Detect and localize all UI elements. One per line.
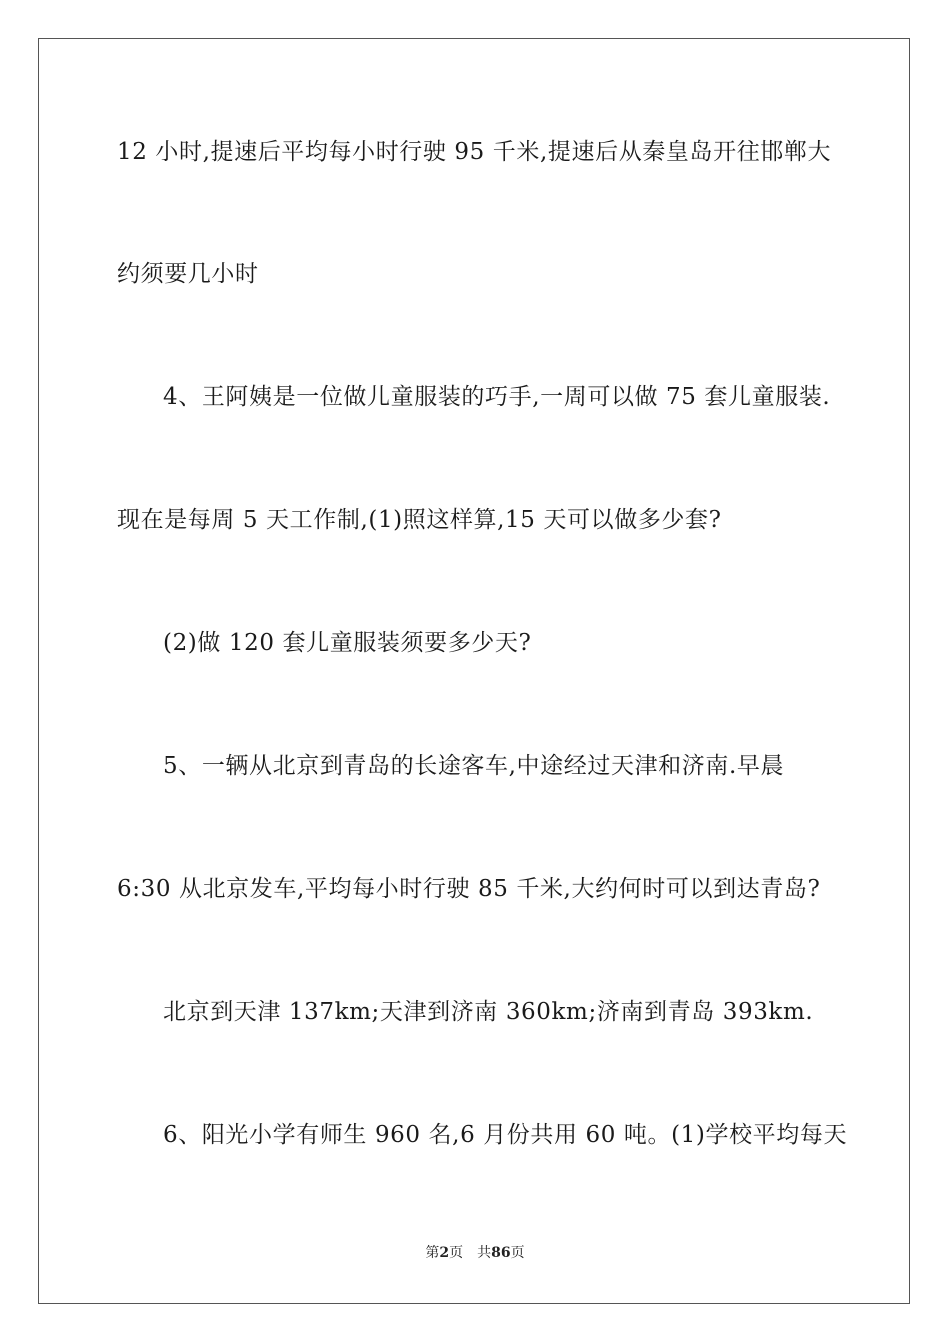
page-footer [0,1244,950,1262]
text-line-3: 4、王阿姨是一位做儿童服装的巧手,一周可以做 75 套儿童服装. [163,384,831,410]
footer-total-suffix: 页 [510,1245,525,1261]
text-line-4: 现在是每周 5 天工作制,(1)照这样算,15 天可以做多少套? [117,507,722,533]
text-line-5: (2)做 120 套儿童服装须要多少天? [163,630,532,656]
text-line-7: 6:30 从北京发车,平均每小时行驶 85 千米,大约何时可以到达青岛? [117,876,821,902]
text-line-8: 北京到天津 137km;天津到济南 360km;济南到青岛 393km. [163,999,814,1025]
text-line-1: 12 小时,提速后平均每小时行驶 95 千米,提速后从秦皇岛开往邯郸大 [117,139,832,165]
footer-total-number: 86 [491,1245,511,1261]
text-line-2: 约须要几小时 [117,261,259,287]
footer-total-prefix: 共 [477,1245,492,1261]
footer-page-suffix: 页 [449,1245,464,1261]
footer-page-number: 2 [439,1245,450,1261]
text-line-9: 6、阳光小学有师生 960 名,6 月份共用 60 吨。(1)学校平均每天 [163,1122,848,1148]
text-line-6: 5、一辆从北京到青岛的长途客车,中途经过天津和济南.早晨 [163,753,785,779]
footer-page-prefix: 第 [425,1245,440,1261]
page-border [38,38,910,1304]
